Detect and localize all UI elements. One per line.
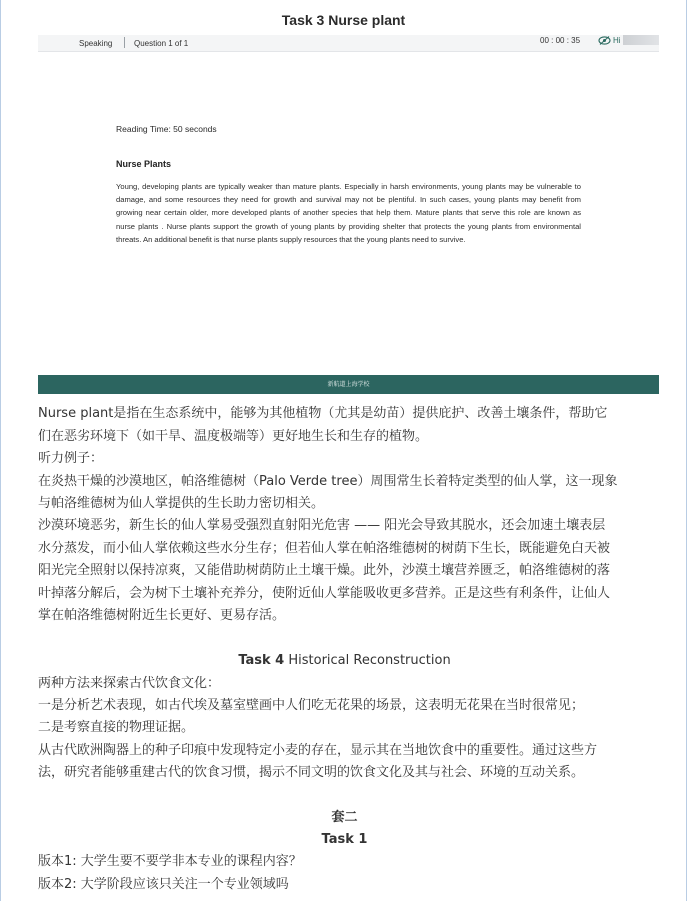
passage-body: Young, developing plants are typically weaker than mature plants. Especially in harsh environments, young plants may be vulnerable to damage, and some resources they need for growth and survival may not be plentiful. In such cases, young plants may benefit from growing near certain older, more developed plants of another species that help them. Mature plants that serve this role are known as nurse plants . Nurse plants support the growth of young plants by providing shelter that protects the young plants from environmental threats. An additional benefit is that nurse plants supply resources that the young plants need to survive. bbox=[116, 182, 581, 244]
detail-line: 叶掉落分解后，会为树下土壤补充养分，使附近仙人掌能吸收更多营养。正是这些有利条件，让仙人 bbox=[38, 586, 611, 601]
example-label: 听力例子： bbox=[38, 451, 104, 466]
reading-time: Reading Time: 50 seconds bbox=[116, 124, 217, 134]
task4-method-1: 一是分析艺术表现，如古代埃及墓室壁画中人们吃无花果的场景，这表明无花果在当时很常见； bbox=[38, 698, 585, 713]
example-line: 与帕洛维德树为仙人掌提供的生长助力密切相关。 bbox=[38, 496, 325, 511]
timer: 00 : 00 : 35 bbox=[540, 36, 581, 45]
task4-title bbox=[1, 650, 687, 673]
task4-title-topic: Historical Reconstruction bbox=[284, 653, 451, 668]
embedded-screenshot bbox=[38, 35, 659, 394]
hide-timer-label: Hi bbox=[613, 36, 621, 45]
blurred-region bbox=[623, 35, 659, 45]
task3-title: Task 3 Nurse plant bbox=[281, 12, 406, 28]
question-counter: Question 1 of 1 bbox=[134, 39, 189, 48]
passage-title: Nurse Plants bbox=[116, 159, 172, 169]
eye-slash-icon bbox=[598, 36, 611, 45]
detail-line: 阳光完全照射以保持凉爽，又能借助树荫防止土壤干燥。此外，沙漠土壤营养匮乏，帕洛维德树的落 bbox=[38, 563, 611, 578]
task4-evidence-line: 从古代欧洲陶器上的种子印痕中发现特定小麦的存在，显示其在当地饮食中的重要性。通过这些方 bbox=[38, 743, 598, 758]
set2-version-1: 版本1: 大学生要不要学非本专业的课程内容？ bbox=[38, 854, 302, 869]
detail-line: 沙漠环境恶劣，新生长的仙人掌易受强烈直射阳光危害 —— 阳光会导致其脱水，还会加速土壤表层 bbox=[38, 518, 606, 533]
task4-method-2: 二是考察直接的物理证据。 bbox=[38, 720, 195, 735]
detail-line: 掌在帕洛维德树附近生长更好、更易存活。 bbox=[38, 608, 286, 623]
divider bbox=[124, 37, 125, 48]
task4-title-number: Task 4 bbox=[238, 653, 285, 668]
section-label: Speaking bbox=[79, 39, 113, 48]
definition-line: Nurse plant是指在生态系统中，能够为其他植物（尤其是幼苗）提供庇护、改善土壤条件，帮助它 bbox=[38, 406, 608, 421]
task4-evidence-line: 法，研究者能够重建古代的饮食习惯，揭示不同文明的饮食文化及其与社会、环境的互动关系。 bbox=[38, 765, 585, 780]
screenshot-topbar bbox=[38, 35, 659, 52]
definition-line: 们在恶劣环境下（如干旱、温度极端等）更好地生长和生存的植物。 bbox=[38, 429, 429, 444]
screenshot-footer: 新航道上海学校 bbox=[38, 375, 659, 394]
set2-heading: 套二 bbox=[331, 810, 358, 825]
example-line: 在炎热干燥的沙漠地区，帕洛维德树（Palo Verde tree）周围常生长着特定类型的仙人掌，这一现象 bbox=[38, 474, 618, 489]
set2-task-title: Task 1 bbox=[321, 832, 368, 847]
detail-line: 水分蒸发，而小仙人掌依赖这些水分生存；但若仙人掌在帕洛维德树的树荫下生长，既能避免白天被 bbox=[38, 541, 611, 556]
set2-version-2: 版本2: 大学阶段应该只关注一个专业领域吗 bbox=[38, 877, 289, 892]
task4-intro: 两种方法来探索古代饮食文化： bbox=[38, 676, 221, 691]
